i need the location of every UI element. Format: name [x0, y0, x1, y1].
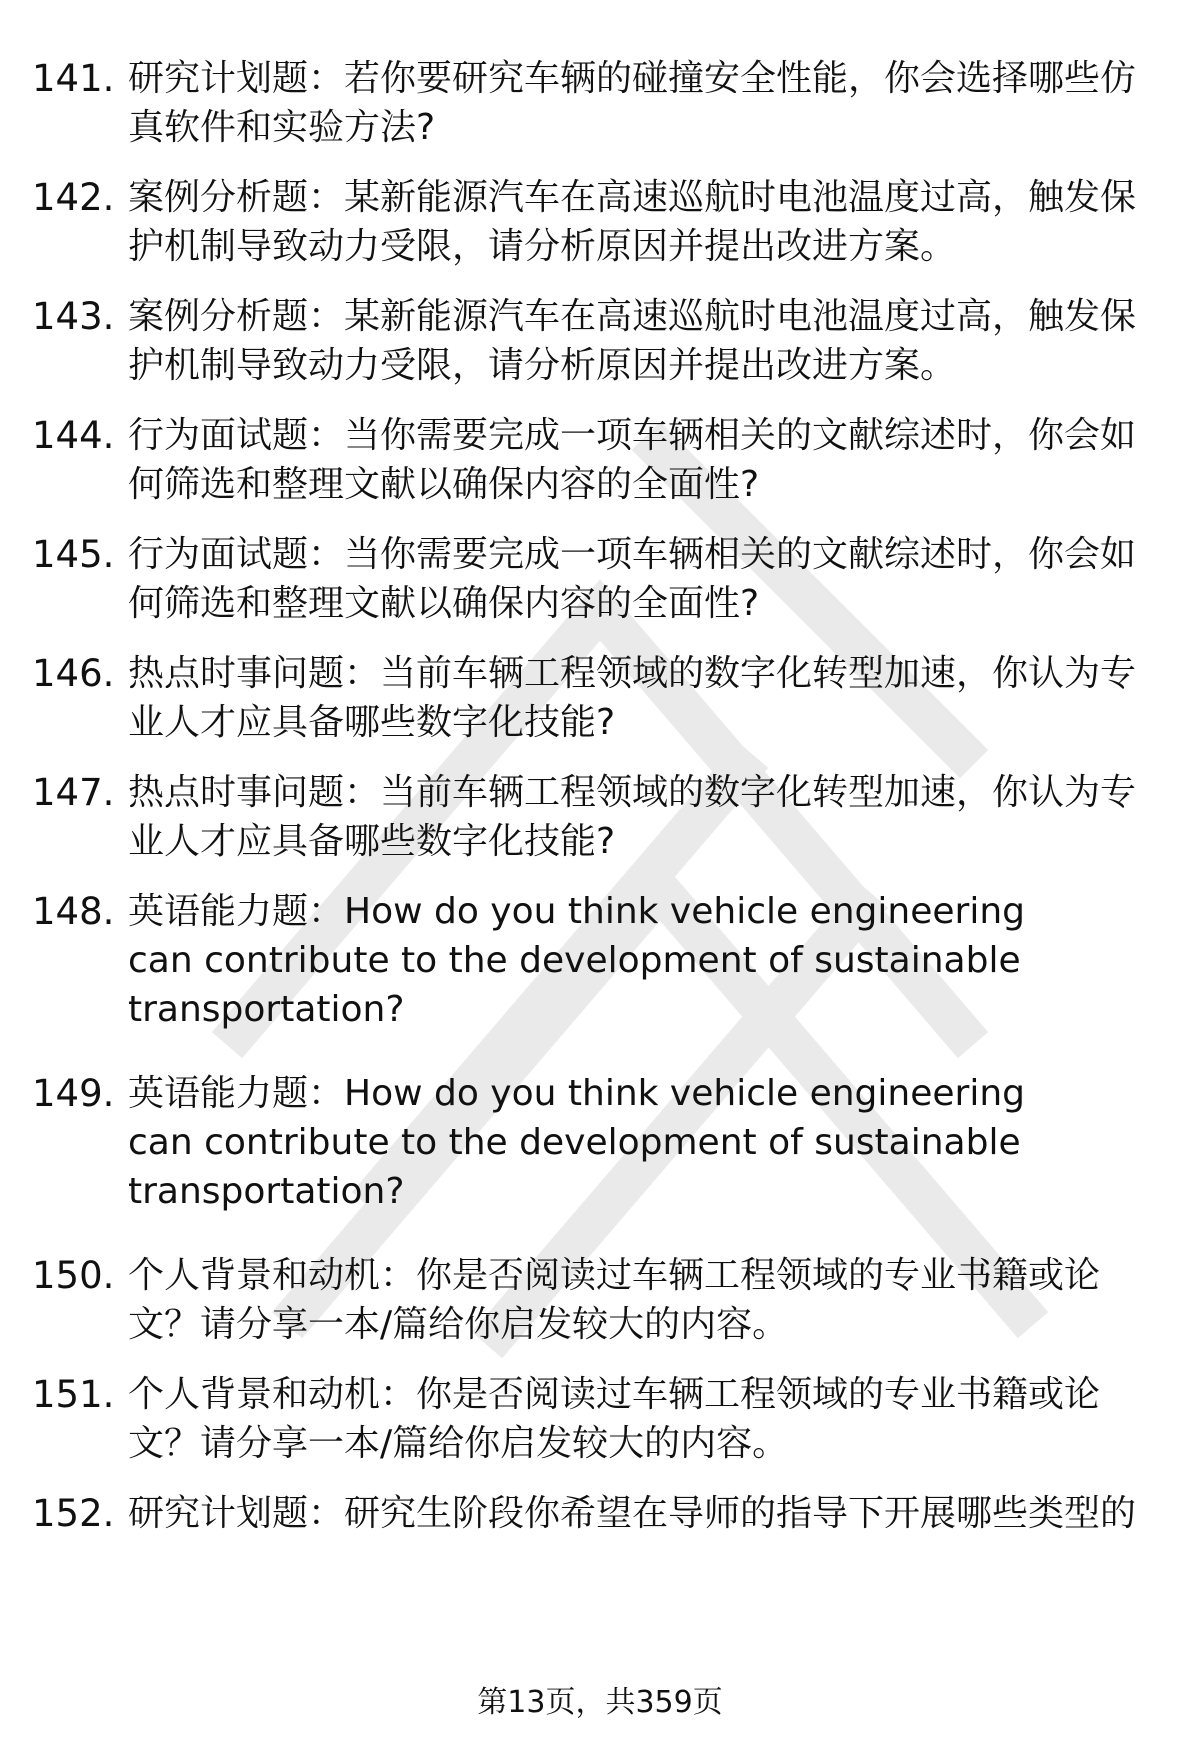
question-number: 150.	[32, 1254, 115, 1297]
question-number: 152.	[32, 1492, 115, 1535]
question-number: 149.	[32, 1072, 115, 1115]
question-text: 案例分析题：某新能源汽车在高速巡航时电池温度过高，触发保护机制导致动力受限，请分析原因并提出改进方案。	[128, 296, 1137, 386]
page-footer: 第13页，共359页	[477, 1685, 723, 1720]
question-text: 行为面试题：当你需要完成一项车辆相关的文献综述时，你会如何筛选和整理文献以确保内容的全面性?	[128, 534, 1137, 624]
question-text: 案例分析题：某新能源汽车在高速巡航时电池温度过高，触发保护机制导致动力受限，请分析原因并提出改进方案。	[128, 177, 1137, 267]
question-text: 研究计划题：研究生阶段你希望在导师的指导下开展哪些类型的	[128, 1493, 1137, 1534]
question-number: 144.	[32, 414, 115, 457]
question-text: 英语能力题：How do you think vehicle engineering can contribute to the development of sustainable transportation?	[128, 1073, 1025, 1212]
question-number: 148.	[32, 890, 115, 933]
question-number: 147.	[32, 771, 115, 814]
question-number: 143.	[32, 295, 115, 338]
question-text: 个人背景和动机：你是否阅读过车辆工程领域的专业书籍或论文？请分享一本/篇给你启发较大的内容。	[128, 1374, 1101, 1464]
question-number: 141.	[32, 57, 115, 100]
question-text: 英语能力题：How do you think vehicle engineering can contribute to the development of sustainable transportation?	[128, 891, 1025, 1030]
question-text: 热点时事问题：当前车辆工程领域的数字化转型加速，你认为专业人才应具备哪些数字化技能?	[128, 653, 1137, 743]
question-text: 热点时事问题：当前车辆工程领域的数字化转型加速，你认为专业人才应具备哪些数字化技能?	[128, 772, 1137, 862]
question-text: 研究计划题：若你要研究车辆的碰撞安全性能，你会选择哪些仿真软件和实验方法?	[128, 58, 1137, 148]
question-number: 151.	[32, 1373, 115, 1416]
question-number: 146.	[32, 652, 115, 695]
question-text: 个人背景和动机：你是否阅读过车辆工程领域的专业书籍或论文？请分享一本/篇给你启发较大的内容。	[128, 1255, 1101, 1345]
question-number: 145.	[32, 533, 115, 576]
question-number: 142.	[32, 176, 115, 219]
question-text: 行为面试题：当你需要完成一项车辆相关的文献综述时，你会如何筛选和整理文献以确保内容的全面性?	[128, 415, 1137, 505]
